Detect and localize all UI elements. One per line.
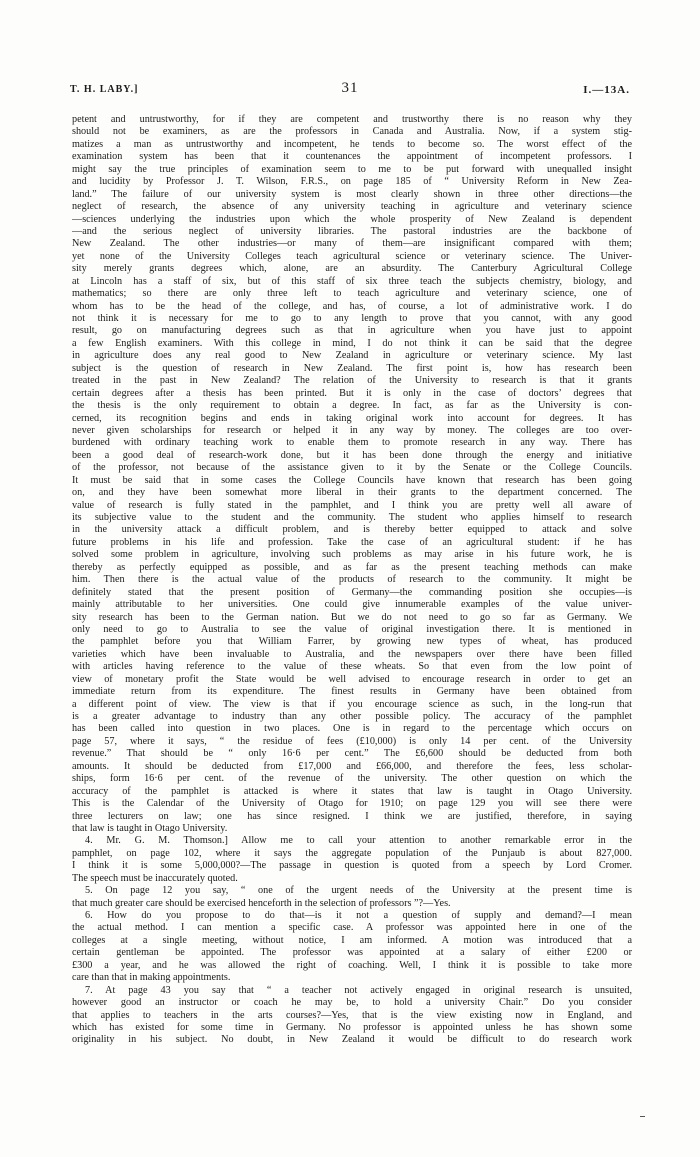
text-line: whom has to be the head of the college, and has, of course, a lot of administrative work. I do xyxy=(72,300,632,312)
text-line: immediate return from its expenditure. The finest results in Germany have been obtained from xyxy=(72,686,632,698)
text-line: three lecturers on law; one has since resigned. I think we are justified, therefore, in saying xyxy=(72,810,632,822)
text-line: should not be examiners, as are the professors in Canada and Australia. Now, if a system stig- xyxy=(72,126,632,138)
text-line: treated in the past in New Zealand? The relation of the University to research is that it grants xyxy=(72,375,632,387)
text-line: never given scholarships for research or helped it in any way by money. The colleges are too over- xyxy=(72,424,632,436)
text-line: colleges at a single meeting, without notice, I am informed. A motion was introduced that a xyxy=(72,934,632,946)
text-line: This is the Calendar of the University of Otago for 1910; on page 129 you will see there were xyxy=(72,798,632,810)
text-line: care than that in making appointments. xyxy=(72,972,231,984)
text-line: subject is the question of research in New Zealand. The first point is, how has research been xyxy=(72,362,632,374)
text-line: neglect of research, the absence of any university teaching in agriculture and veterinary science xyxy=(72,201,632,213)
text-line: 7. At page 43 you say that “ a teacher not actively engaged in original research is unsuited, xyxy=(85,984,632,996)
text-line: —sciences underlying the industries upon which the whole prosperity of New Zealand is dependent xyxy=(72,213,632,225)
text-line: I think it is some 5,000,000?—The passage in question is quoted from a speech by Lord Cromer. xyxy=(72,860,632,872)
margin-mark xyxy=(640,1116,645,1117)
text-line: page 57, where it says, “ the residue of fees (£10,000) is only 14 per cent. of the University xyxy=(72,735,632,747)
text-line: and lucidity by Professor J. T. Wilson, F.R.S., on page 185 of “ University Reform in New Zea- xyxy=(72,176,632,188)
text-line: It must be said that in some cases the College Councils have known that research has been going xyxy=(72,474,632,486)
text-line: been a good deal of research-work done, but it has been done through the energy and initiative xyxy=(72,449,632,461)
text-line: 6. How do you propose to do that—is it not a question of supply and demand?—I mean xyxy=(85,910,632,921)
text-line: sity research has been to the German nation. But we do not need to go so far as Germany. We xyxy=(72,611,632,623)
text-line: that much greater care should be exercised henceforth in the selection of professors ”?—Yes. xyxy=(72,897,451,909)
text-line: pamphlet, on page 102, where it says the aggregate population of the Punjaub is about 827,000. xyxy=(72,847,632,859)
text-line: a different point of view. The view is that if you encourage science as such, in the long-run that xyxy=(72,698,632,710)
text-line: the pamphlet before you that William Farrer, by growing new types of wheat, has produced xyxy=(72,636,632,648)
text-line: 5. On page 12 you say, “ one of the urgent needs of the University at the present time is xyxy=(85,885,632,897)
text-line: of the professor, not because of the assistance given to it by the Senate or the College Councils. xyxy=(72,462,632,474)
text-line: a few English examiners. With this college in mind, I do not think it can be said that the degree xyxy=(72,337,632,349)
text-line: certain gentleman be appointed. The professor was appointed at a salary of either £200 or xyxy=(72,947,632,959)
body-text xyxy=(72,114,632,1047)
page-header xyxy=(70,80,630,100)
text-line: solved some problem in agriculture, involving such problems as may arise in his future work, he is xyxy=(72,549,632,561)
text-line: only need to go to Australia to see the value of original investigation there. It is mentioned in xyxy=(72,623,632,635)
text-line: value of research is fully stated in the pamphlet, and I think you are pretty well all aware of xyxy=(72,499,632,511)
text-line: varieties which have been invaluable to Australia, and the newspapers over there have been filled xyxy=(72,648,632,660)
text-line: mainly attributable to her universities. One could give innumerable examples of the value univer- xyxy=(72,599,632,611)
text-line: amounts. It should be deducted from £17,000 and £66,000, and therefore the fees, less scholar- xyxy=(72,760,632,772)
text-line: cerned, its recognition begins and ends in taking original work into account for degrees. It has xyxy=(72,412,632,424)
header-author: T. H. LABY.] xyxy=(70,84,139,95)
text-line: that applies to teachers in the arts courses?—Yes, that is the view existing now in England, and xyxy=(72,1009,632,1021)
text-line: which has existed for some time in Germany. No professor is appointed unless he has shown some xyxy=(72,1021,632,1033)
text-line: —and the serious neglect of university libraries. The pastoral industries are the backbone of xyxy=(72,225,632,237)
text-line: petent and untrustworthy, for if they are competent and trustworthy there is no reason why they xyxy=(72,114,632,125)
text-line: that law is taught in Otago University. xyxy=(72,822,228,834)
text-line: its subjective value to the student and the community. The student who applies himself to research xyxy=(72,512,632,523)
text-line: certain degrees after a thesis has been printed. But it is only in the case of doctors’ degrees that xyxy=(72,387,632,399)
text-line: view of monetary profit the State would be well advised to encourage research in order to get an xyxy=(72,673,632,685)
text-line: has been called into question in two places. One is in regard to the percentage which occurs on xyxy=(72,723,632,735)
text-line: definitely stated that the present position of Germany—the commanding position she occupies—is xyxy=(72,586,632,598)
text-line: might say the true principles of examination seem to me to be put forward with unequalled insight xyxy=(72,163,632,175)
text-line: land.” The failure of our university system is most clearly shown in three other directions—the xyxy=(72,188,632,200)
text-line: however good an instructor or coach he may be, to hold a university Chair.” Do you consider xyxy=(72,997,632,1009)
text-line: revenue.” That should be “ only 16·6 per cent.” The £6,600 should be deducted from both xyxy=(72,748,632,760)
text-line: result, go on manufacturing degrees such as that in agriculture when you have just to appoint xyxy=(72,325,632,337)
text-line: with articles having reference to the value of these wheats. So that even from the low point of xyxy=(72,661,632,673)
header-reference: I.—13A. xyxy=(583,84,630,96)
text-line: burdened with ordinary teaching work to enable them to promote research in any way. There has xyxy=(72,437,632,449)
text-line: him. Then there is the actual value of the products of research to the community. It might be xyxy=(72,574,632,586)
text-line: mathematics; so there are only three left to teach agriculture and veterinary science, one of xyxy=(72,288,632,300)
text-line: New Zealand. The other industries—or many of them—are insignificant compared with them; xyxy=(72,238,632,250)
text-line: yet none of the University Colleges teach agricultural science or veterinary science. The Univer- xyxy=(72,250,632,262)
text-line: in agriculture does any real good to New Zealand in agriculture or veterinary science. My last xyxy=(72,350,632,362)
text-line: sity merely grants degrees which, alone, are an absurdity. The Canterbury Agricultural College xyxy=(72,263,632,275)
text-line: at Lincoln has a staff of six, but of this staff of six three teach the subjects chemistry, biology, and xyxy=(72,275,632,287)
text-line: thereby as perfectly equipped as possible, and as far as the present teaching methods can make xyxy=(72,561,632,573)
text-line: examination system has been that it countenances the appointment of incompetent professors. I xyxy=(72,151,632,163)
text-line: £300 a year, and he was allowed the right of coaching. Well, I think it is possible to take more xyxy=(72,959,632,971)
text-line: in the university attack a difficult problem, and is thereby better equipped to attack and solve xyxy=(72,524,632,536)
page-number: 31 xyxy=(341,80,359,96)
text-line: the thesis is the only requirement to obtain a degree. In fact, as far as the University is con- xyxy=(72,400,632,412)
text-line: future problems in his life and profession. Take the case of an agricultural student: if he has xyxy=(72,536,632,548)
text-line: not think it is necessary for me to go to any length to prove that you cannot, with any good xyxy=(72,313,632,324)
text-line: is a greater advantage to industry than any other possible policy. The accuracy of the pamphlet xyxy=(72,711,632,722)
text-line: originality in his subject. No doubt, in New Zealand it would be difficult to do research work xyxy=(72,1034,632,1046)
text-line: accuracy of the pamphlet is attacked is where it states that law is taught in Otago University. xyxy=(72,785,632,797)
text-line: matizes a man as untrustworthy and incompetent, he tends to become so. The worst effect of the xyxy=(72,138,632,150)
text-line: 4. Mr. G. M. Thomson.] Allow me to call your attention to another remarkable error in the xyxy=(85,835,632,847)
text-line: ships, form 16·6 per cent. of the revenue of the university. The other question on which the xyxy=(72,773,632,785)
text-line: on, and they have been somewhat more liberal in their grants to the department concerned. The xyxy=(72,487,632,499)
text-line: the actual method. I can mention a specific case. A professor was appointed here in one of the xyxy=(72,922,632,934)
text-line: The speech must be inaccurately quoted. xyxy=(72,872,238,884)
